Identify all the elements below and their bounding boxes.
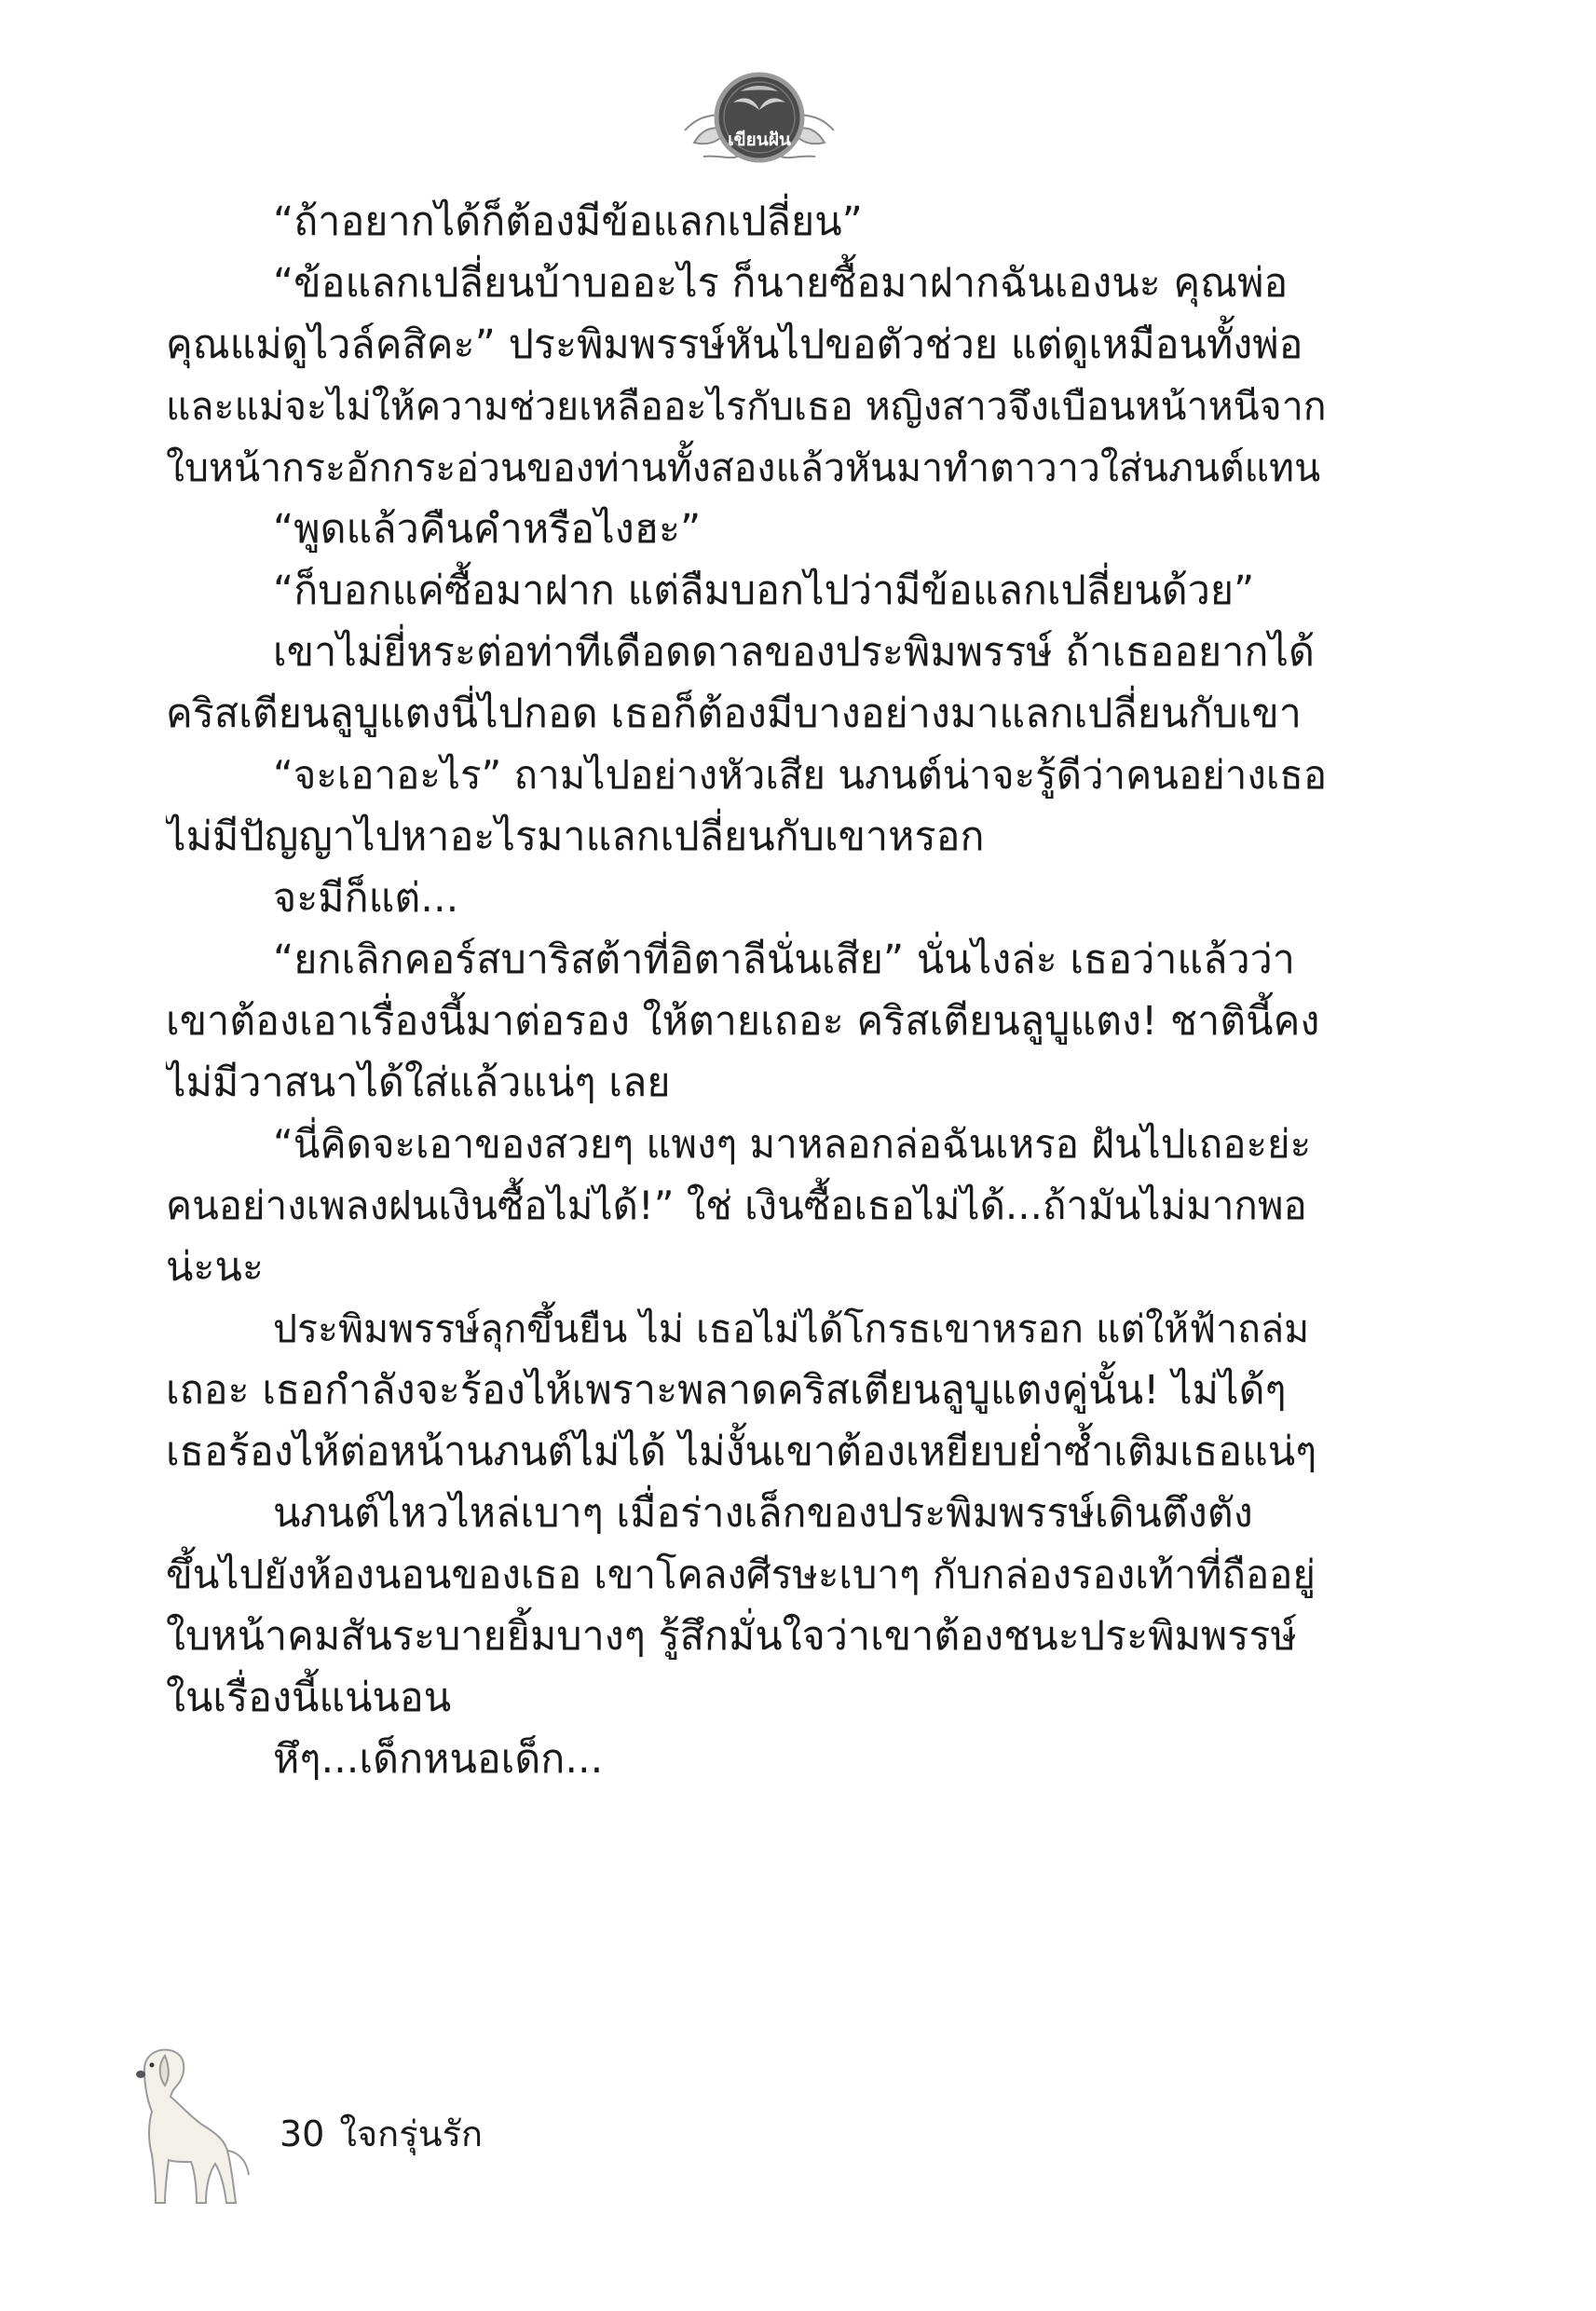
logo-text: เขียนฝัน — [728, 130, 791, 150]
text-line: เขาไม่ยี่หระต่อท่าทีเดือดดาลของประพิมพรรษ์ ถ้าเธออยากได้ — [273, 629, 1315, 676]
text-line: หึๆ...เด็กหนอเด็ก... — [273, 1736, 604, 1783]
publisher-emblem-icon — [675, 45, 843, 185]
publisher-logo — [675, 45, 843, 185]
text-line: “พูดแล้วคืนคำหรือไงฮะ” — [273, 506, 702, 553]
body-text — [166, 191, 1332, 1790]
text-line: “ถ้าอยากได้ก็ต้องมีข้อแลกเปลี่ยน” — [273, 198, 863, 245]
text-line: “ก็บอกแค่ซื้อมาฝาก แต่ลืมบอกไปว่ามีข้อแลกเปลี่ยนด้วย” — [273, 567, 1255, 614]
labrador-dog-icon — [116, 2031, 252, 2208]
text-line: ไม่มีปัญญาไปหาอะไรมาแลกเปลี่ยนกับเขาหรอก — [166, 814, 985, 860]
text-line: “ข้อแลกเปลี่ยนบ้าบออะไร ก็นายซื้อมาฝากฉันเองนะ คุณพ่อ — [273, 260, 1289, 307]
text-line: คุณแม่ดูไวล์คสิคะ” ประพิมพรรษ์หันไปขอตัวช่วย แต่ดูเหมือนทั้งพ่อ — [166, 321, 1303, 368]
text-line: นภนต์ไหวไหล่เบาๆ เมื่อร่างเล็กของประพิมพรรษ์เดินตึงตัง — [273, 1490, 1253, 1537]
text-line: เธอร้องไห้ต่อหน้านภนต์ไม่ได้ ไม่งั้นเขาต้องเหยียบย่ำซ้ำเติมเธอแน่ๆ — [166, 1429, 1317, 1475]
text-line: ใบหน้ากระอักกระอ่วนของท่านทั้งสองแล้วหันมาทำตาวาวใส่นภนต์แทน — [166, 445, 1321, 490]
page-number-line — [280, 2111, 483, 2157]
text-line: “จะเอาอะไร” ถามไปอย่างหัวเสีย นภนต์น่าจะรู้ดีว่าคนอย่างเธอ — [273, 752, 1328, 798]
text-line: จะมีก็แต่... — [273, 875, 459, 922]
text-line: เถอะ เธอกำลังจะร้องไห้เพราะพลาดคริสเตียนลูบูแตงคู่นั้น! ไม่ได้ๆ — [166, 1367, 1287, 1414]
text-line: “ยกเลิกคอร์สบาริสต้าที่อิตาลีนั่นเสีย” นั่นไงล่ะ เธอว่าแล้วว่า — [273, 937, 1295, 983]
page-footer — [116, 2031, 582, 2208]
text-line: น่ะนะ — [166, 1244, 264, 1291]
text-line: “นี่คิดจะเอาของสวยๆ แพงๆ มาหลอกล่อฉันเหรอ ฝันไปเถอะย่ะ — [273, 1121, 1312, 1167]
text-line: ประพิมพรรษ์ลุกขึ้นยืน ไม่ เธอไม่ได้โกรธเขาหรอก แต่ให้ฟ้าถล่ม — [273, 1306, 1310, 1351]
book-title: ใจกรุ่นรัก — [339, 2113, 483, 2154]
text-line: ไม่มีวาสนาได้ใส่แล้วแน่ๆ เลย — [166, 1060, 671, 1106]
text-line: คริสเตียนลูบูแตงนี่ไปกอด เธอก็ต้องมีบางอย่างมาแลกเปลี่ยนกับเขา — [166, 691, 1302, 737]
text-line: ขึ้นไปยังห้องนอนของเธอ เขาโคลงศีรษะเบาๆ กับกล่องรองเท้าที่ถืออยู่ — [166, 1552, 1316, 1597]
text-line: และแม่จะไม่ให้ความช่วยเหลืออะไรกับเธอ หญิงสาวจึงเบือนหน้าหนีจาก — [166, 384, 1327, 429]
text-line: เขาต้องเอาเรื่องนี้มาต่อรอง ให้ตายเถอะ คริสเตียนลูบูแตง! ชาตินี้คง — [166, 998, 1320, 1045]
text-line: ใบหน้าคมสันระบายยิ้มบางๆ รู้สึกมั่นใจว่าเขาต้องชนะประพิมพรรษ์ — [166, 1613, 1297, 1660]
text-line: คนอย่างเพลงฝนเงินซื้อไม่ได้!” ใช่ เงินซื้อเธอไม่ได้...ถ้ามันไม่มากพอ — [166, 1183, 1307, 1228]
page-number: 30 — [280, 2113, 325, 2154]
text-line: ในเรื่องนี้แน่นอน — [166, 1675, 452, 1721]
